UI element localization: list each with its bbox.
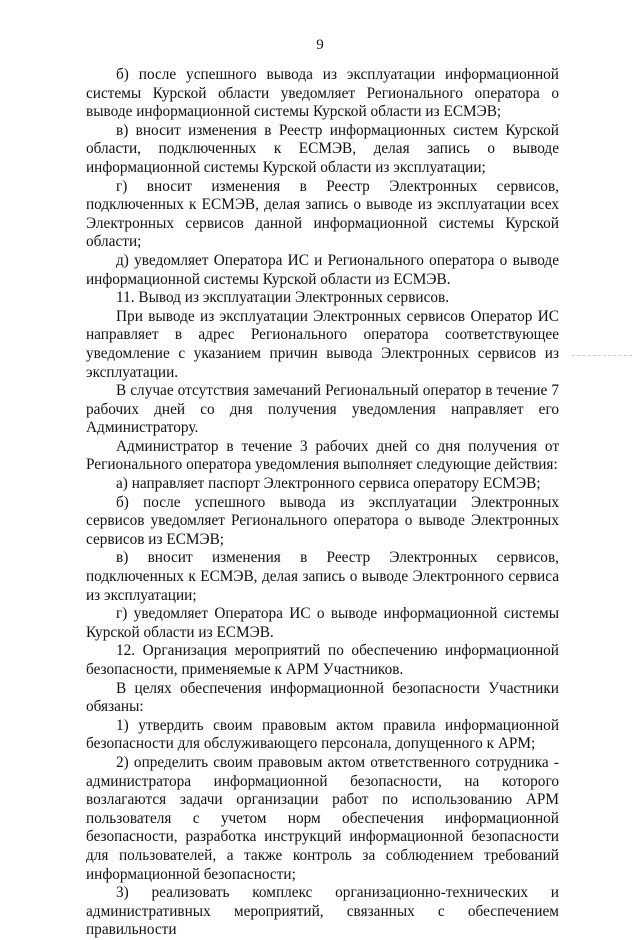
- paragraph-d-notify-operator: д) уведомляет Оператора ИС и Регионального оператора о выводе информационной системы Курской области из ЕСМЭВ.: [86, 251, 559, 288]
- paragraph-v-system-registry: в) вносит изменения в Реестр информационных систем Курской области, подключенных к ЕСМЭВ, делая запись о выводе информационной системы Курской области из эксплуатации;: [86, 121, 559, 176]
- paragraph-g-notify-is-operator: г) уведомляет Оператора ИС о выводе информационной системы Курской области из ЕСМЭВ.: [86, 605, 559, 641]
- section-heading-12: 12. Организация мероприятий по обеспечению информационной безопасности, применяемые к АРМ Участников.: [86, 642, 559, 678]
- paragraph-1-security-rules: 1) утвердить своим правовым актом правила информационной безопасности для обслуживающего персонала, допущенного к АРМ;: [86, 716, 559, 753]
- paragraph-a-send-passport: а) направляет паспорт Электронного сервиса оператору ЕСМЭВ;: [116, 475, 541, 493]
- paragraph-3-measures: 3) реализовать комплекс организационно-технических и административных мероприятий, связанных с обеспечением правильности: [86, 884, 559, 939]
- paragraph-b-system-withdrawal: б) после успешного вывода из эксплуатации информационной системы Курской области уведомляет Регионального оператора о выводе информационной системы Курской области из ЕСМЭВ;: [86, 66, 559, 121]
- scan-mark: [572, 355, 632, 356]
- paragraph-service-withdrawal-request: При выводе из эксплуатации Электронных сервисов Оператор ИС направляет в адрес Регионального оператора соответствующее уведомление с указанием причин вывода Электронных сервисов из эксплуатации.: [86, 307, 559, 381]
- paragraph-b-service-withdrawal: б) после успешного вывода из эксплуатации Электронных сервисов уведомляет Регионального оператора о выводе Электронных сервисов из ЕСМЭВ;: [86, 493, 559, 548]
- paragraph-participants-obliged: В целях обеспечения информационной безопасности Участники обязаны:: [86, 679, 559, 716]
- paragraph-g-services-registry: г) вносит изменения в Реестр Электронных сервисов, подключенных к ЕСМЭВ, делая запись о выводе из эксплуатации всех Электронных сервисов данной информационной системы Курской области;: [86, 177, 559, 251]
- paragraph-regional-operator-forward: В случае отсутствия замечаний Региональный оператор в течение 7 рабочих дней со дня получения уведомления направляет его Администратору.: [86, 382, 559, 437]
- paragraph-administrator-actions: Администратор в течение 3 рабочих дней со дня получения от Регионального оператора уведомления выполняет следующие действия:: [86, 437, 559, 474]
- paragraph-2-security-administrator: 2) определить своим правовым актом ответственного сотрудника - администратора информационной безопасности, на которого возлагаются задачи организации работ по использованию АРМ пользователя с учетом норм обеспечения информационной безопасности, разработка инструкций информационной безопасности для пользователей, а также контроль за соблюдением требований информационной безопасности;: [86, 753, 559, 883]
- document-body: [86, 66, 559, 940]
- page-number: 9: [316, 37, 324, 53]
- section-heading-11: 11. Вывод из эксплуатации Электронных сервисов.: [116, 289, 450, 307]
- paragraph-v-service-registry: в) вносит изменения в Реестр Электронных сервисов, подключенных к ЕСМЭВ, делая запись о выводе Электронного сервиса из эксплуатации;: [86, 549, 559, 604]
